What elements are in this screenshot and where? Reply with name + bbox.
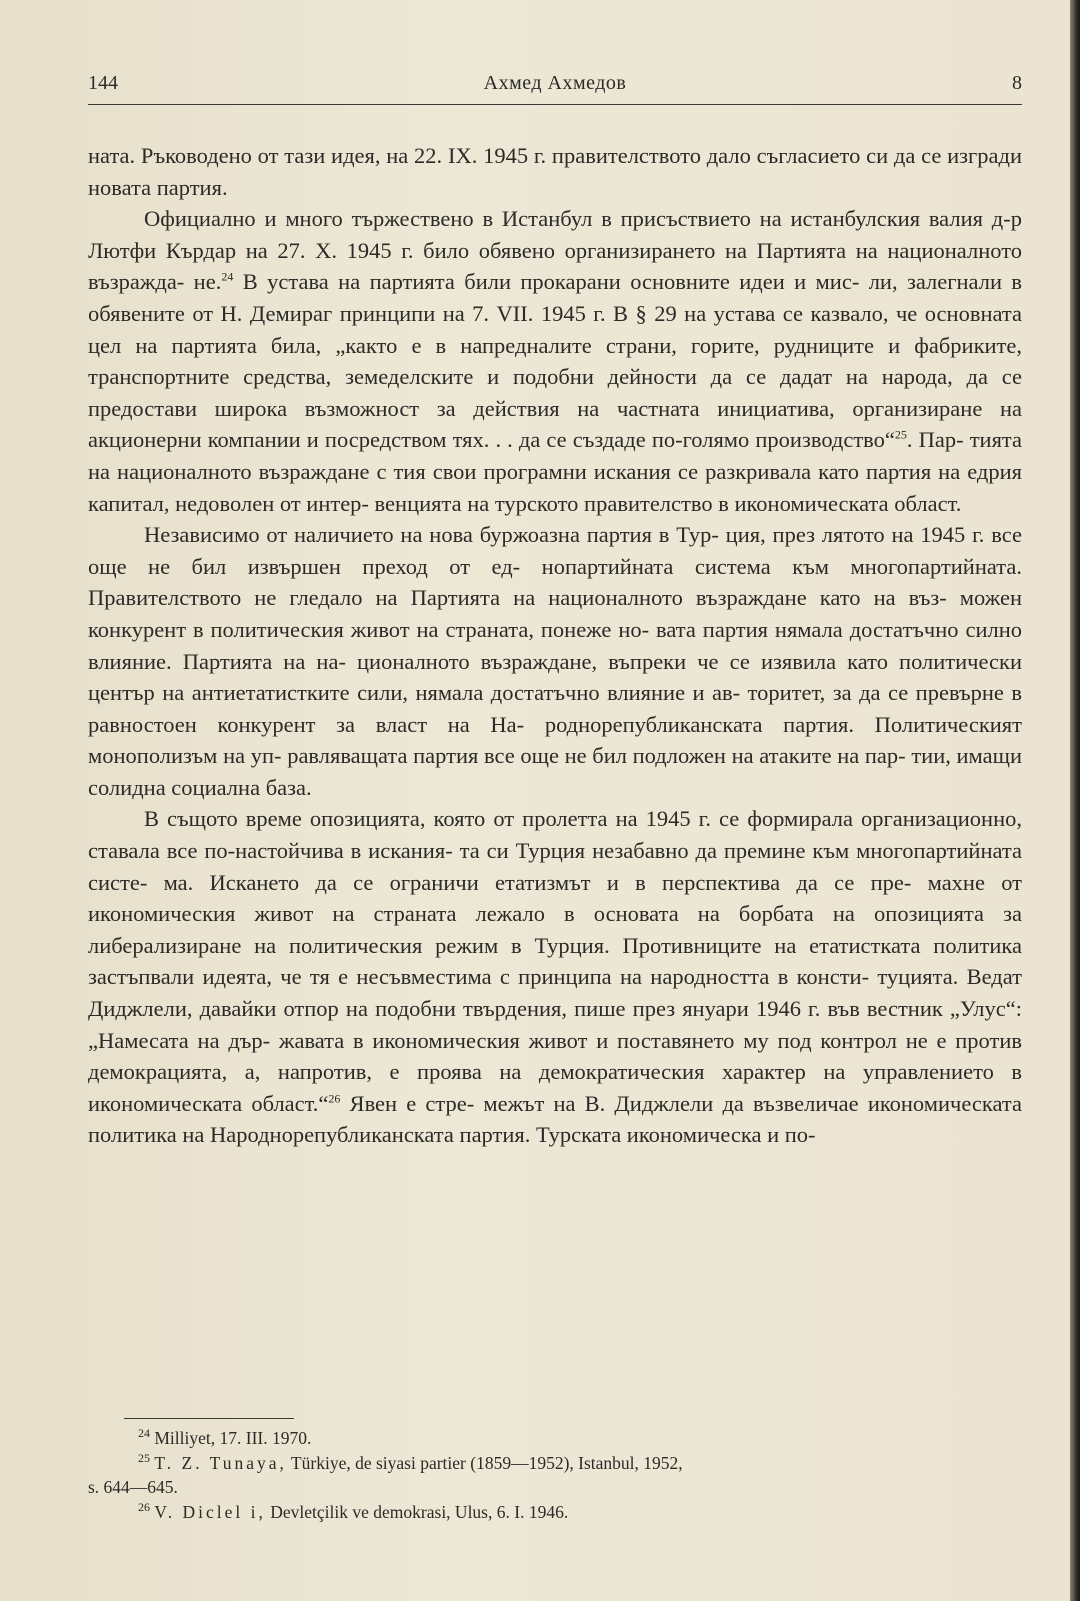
footnote-24 [88, 1426, 1022, 1451]
paragraph-4 [88, 803, 1022, 1151]
paragraph-2-part-b: В устава на партията били прокарани основните идеи и мис- ли, залегнали в обявените от Н. Демираг принципи на 7. VII. 1945 г. В § 29 на устава се казвало, че основната цел на партията била, „както е в напредналите страни, горите, рудниците и фабриките, транспортните средства, земеделските и подобни дейности да се дадат на народа, да се предостави широка възможност за действия на частната инициатива, организиране на акционерни компании и посредством тях. . . да се създаде по-голямо производство“ [88, 269, 1022, 453]
footnote-25-continued: s. 644—645. [88, 1477, 178, 1497]
paragraph-4-part-b: Явен е стре- межът на В. Диджлели да възвеличае икономическата политика на Народнорепубликанската партия. Турската икономическа и по- [88, 1090, 1022, 1148]
page-number: 144 [88, 72, 118, 94]
footnote-number: 24 [138, 1426, 150, 1441]
page-edge-shadow [1070, 0, 1080, 1601]
footnote-ref-26: 26 [328, 1091, 341, 1106]
footnote-ref-25: 25 [894, 427, 907, 442]
footnote-author: V. Diclel i, [154, 1501, 266, 1522]
paragraph-3: Независимо от наличието на нова буржоазна партия в Тур- ция, през лятото на 1945 г. все още не бил извършен преход от ед- нопартийната система към многопартийната. Правителството не гледало на Партията на националното възраждане като на въз- можен конкурент в политическия живот на страната, понеже но- вата партия нямала достатъчно силно влияние. Партията на на- ционалното възраждане, въпреки че се изявила като политически център на антиетатистките сили, нямала достатъчно влияние и ав- торитет, за да се превърне в равностоен конкурент за власт на На- роднорепубликанската партия. Политическият монополизъм на уп- равляващата партия все още не бил подложен на атаките на пар- тии, имащи солидна социална база. [88, 522, 1022, 800]
footnote-ref-24: 24 [221, 269, 234, 284]
footnote-number: 25 [138, 1450, 150, 1465]
footnote-text: Devletçilik ve demokrasi, Ulus, 6. I. 1946. [265, 1501, 569, 1522]
paragraph-2 [88, 203, 1022, 519]
footnote-number: 26 [138, 1499, 150, 1514]
footnote-author: T. Z. Tunaya, [154, 1452, 287, 1473]
header-rule [88, 104, 1022, 105]
paragraph-1: ната. Ръководено от тази идея, на 22. IX. 1945 г. правителството дало съгласието си да се изгради новата партия. [88, 143, 1022, 200]
footnote-text: Türkiye, de siyasi partier (1859—1952), Istanbul, 1952, [286, 1452, 683, 1473]
footnote-26 [88, 1500, 1022, 1525]
paragraph-4-part-a: В същото време опозицията, която от пролетта на 1945 г. се формирала организационно, ставала все по-настойчива в искания- та си Турция незабавно да премине към многопартийната систе- ма. Искането да се ограничи етатизмът и в перспектива да се пре- махне от икономическия живот на страната лежало в основата на борбата на опозицията за либерализиране на политическия режим в Турция. Противниците на етатистката политика застъпвали идеята, че тя е несъвместима с принципа на народността в консти- туцията. Ведат Диджлели, давайки отпор на подобни твърдения, пише през януари 1946 г. във вестник „Улус“: „Намесата на дър- жавата в икономическия живот и поставянето му под контрол не е против демокрацията, а, напротив, е проява на демократическия характер на управлението в икономическата област.“ [88, 806, 1022, 1116]
footnote-25 [88, 1451, 1022, 1476]
footnotes [88, 1426, 1022, 1524]
section-number: 8 [1012, 72, 1022, 94]
footnote-rule [124, 1418, 294, 1419]
footnote-text: Milliyet, 17. III. 1970. [150, 1428, 312, 1448]
body-text [88, 140, 1022, 1151]
running-header [88, 72, 1022, 102]
paragraph-2-part-c: . Пар- тията на националното възраждане с тия свои програмни искания се разкривала като партия на едрия капитал, недоволен от интер- венцията на турското правителство в икономическата област. [88, 427, 1023, 516]
paragraph-2-part-a: Официално и много тържествено в Истанбул в присъствието на истанбулския валия д-р Лютфи Кърдар на 27. X. 1945 г. било обявено организирането на Партията на националното възражда- не. [88, 206, 1022, 295]
running-title: Ахмед Ахмедов [483, 72, 627, 94]
